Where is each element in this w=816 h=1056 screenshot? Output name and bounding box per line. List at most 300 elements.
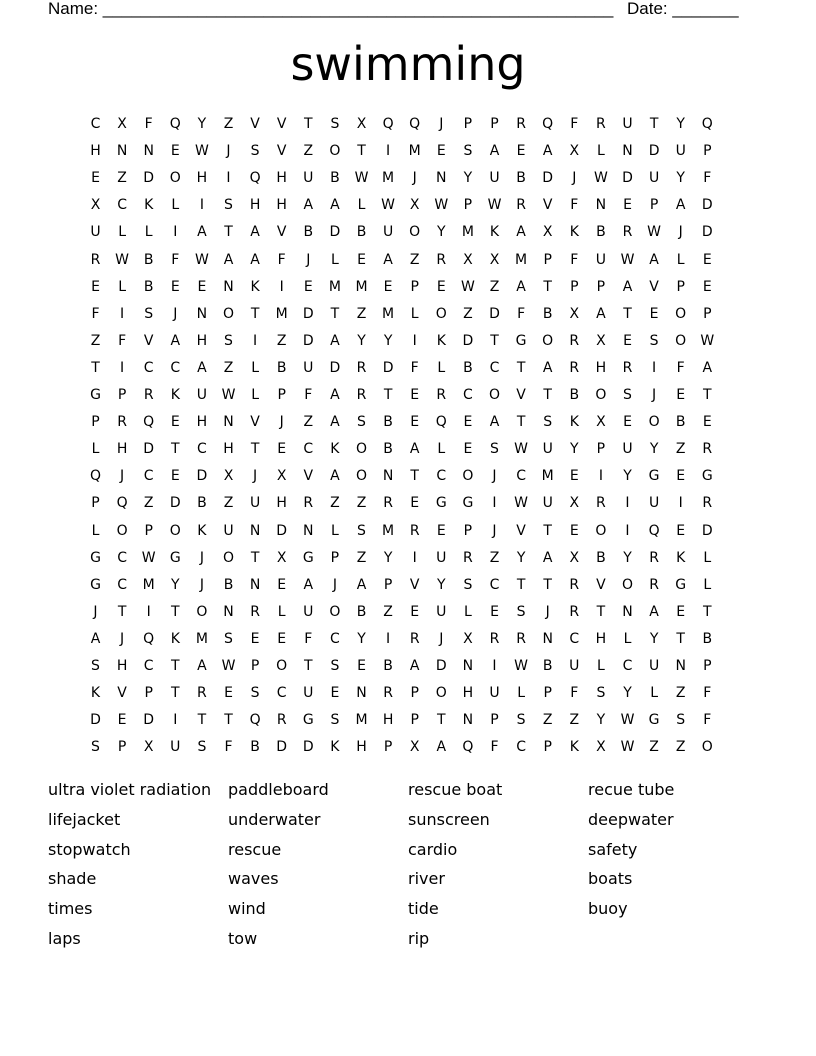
grid-letter: E — [702, 251, 712, 268]
grid-letter: B — [356, 224, 367, 241]
grid-letter: R — [409, 522, 420, 539]
grid-letter: K — [676, 549, 686, 566]
grid-letter: N — [223, 278, 234, 295]
grid-letter: D — [542, 170, 554, 187]
grid-letter: H — [116, 441, 128, 458]
grid-letter: L — [251, 359, 259, 376]
grid-letter: R — [383, 685, 393, 702]
puzzle-title: swimming — [290, 37, 526, 91]
grid-letter: L — [703, 576, 712, 593]
grid-letter: O — [276, 658, 288, 674]
grid-letter: X — [356, 116, 367, 132]
grid-letter: E — [569, 468, 579, 485]
grid-letter: S — [224, 197, 233, 214]
grid-letter: H — [249, 197, 261, 214]
date-field-label: Date: _______ — [627, 0, 739, 18]
grid-letter: D — [648, 143, 660, 160]
grid-letter: H — [196, 170, 208, 187]
grid-letter: G — [701, 468, 713, 485]
grid-letter: I — [652, 359, 657, 376]
grid-letter: J — [306, 251, 311, 268]
grid-letter: Y — [649, 630, 659, 647]
grid-letter: E — [516, 143, 526, 160]
grid-letter: Y — [463, 170, 473, 187]
grid-letter: W — [194, 143, 209, 160]
grid-letter: N — [303, 522, 314, 539]
grid-letter: P — [703, 305, 712, 322]
grid-letter: F — [676, 359, 685, 376]
grid-letter: A — [542, 143, 553, 160]
grid-letter: Z — [356, 495, 367, 512]
grid-letter: R — [197, 685, 207, 702]
grid-letter: C — [143, 359, 154, 376]
grid-letter: T — [383, 387, 393, 403]
grid-letter: O — [675, 332, 687, 349]
grid-letter: W — [620, 739, 635, 756]
grid-letter: F — [703, 170, 712, 187]
grid-letter: Z — [223, 495, 234, 512]
grid-letter: J — [652, 387, 657, 403]
grid-letter: H — [276, 170, 287, 187]
grid-letter: N — [595, 197, 607, 214]
grid-letter: T — [490, 332, 499, 349]
grid-letter: V — [250, 116, 260, 132]
grid-letter: D — [329, 359, 341, 376]
grid-letter: L — [171, 197, 180, 214]
grid-letter: I — [386, 143, 391, 160]
grid-letter: I — [412, 332, 417, 349]
grid-letter: G — [462, 495, 474, 512]
grid-letter: Z — [489, 278, 500, 295]
grid-letter: O — [488, 387, 501, 403]
grid-letter: P — [117, 387, 127, 403]
grid-letter: A — [330, 387, 340, 403]
grid-letter: S — [543, 414, 553, 431]
grid-letter: Q — [435, 414, 447, 431]
grid-letter: B — [702, 630, 713, 647]
grid-letter: S — [330, 658, 340, 674]
grid-letter: X — [409, 739, 420, 756]
grid-letter: D — [302, 332, 314, 349]
grid-letter: U — [648, 170, 660, 187]
grid-letter: M — [541, 468, 554, 485]
grid-letter: P — [91, 495, 100, 512]
grid-letter: N — [462, 712, 474, 729]
grid-letter: Q — [143, 630, 155, 647]
grid-letter: W — [354, 170, 369, 187]
grid-letter: R — [596, 116, 606, 132]
grid-letter: R — [569, 576, 580, 593]
grid-letter: Z — [675, 441, 686, 458]
grid-letter: E — [357, 251, 366, 268]
grid-letter: L — [676, 251, 685, 268]
grid-letter: U — [382, 224, 394, 241]
grid-letter: I — [253, 332, 258, 349]
grid-letter: P — [570, 278, 579, 295]
grid-letter: E — [649, 305, 659, 322]
grid-letter: Z — [356, 305, 367, 322]
grid-letter: F — [410, 359, 419, 376]
grid-letter: L — [144, 224, 153, 241]
grid-letter: A — [330, 468, 340, 485]
grid-letter: V — [516, 522, 526, 539]
grid-letter: G — [169, 549, 181, 566]
grid-letter: S — [623, 387, 632, 403]
grid-letter: X — [596, 739, 606, 756]
grid-letter: T — [357, 143, 366, 160]
grid-letter: Z — [675, 739, 686, 756]
grid-letter: P — [676, 278, 685, 295]
grid-letter: L — [437, 359, 446, 376]
grid-letter: H — [356, 739, 367, 756]
grid-letter: E — [623, 332, 632, 349]
grid-letter: D — [196, 468, 208, 485]
grid-letter: Z — [383, 603, 393, 620]
grid-letter: E — [676, 603, 686, 620]
word-list-item: paddleboard — [228, 780, 329, 799]
name-field-label: Name: ______________________________________________________ — [48, 0, 614, 18]
grid-letter: U — [542, 441, 553, 458]
grid-letter: Z — [303, 143, 314, 160]
grid-letter: V — [117, 685, 127, 702]
grid-letter: X — [223, 468, 234, 485]
grid-letter: J — [226, 143, 231, 160]
grid-letter: P — [490, 712, 499, 729]
grid-letter: Z — [303, 414, 314, 431]
grid-letter: H — [382, 712, 394, 729]
grid-letter: U — [223, 522, 234, 539]
grid-letter: R — [143, 387, 154, 403]
grid-letter: S — [596, 685, 606, 702]
grid-letter: A — [409, 658, 420, 674]
grid-letter: J — [199, 549, 204, 566]
grid-letter: X — [463, 630, 473, 647]
grid-letter: L — [91, 441, 100, 458]
grid-letter: Y — [437, 224, 446, 241]
grid-letter: N — [542, 630, 553, 647]
grid-letter: U — [622, 116, 633, 132]
grid-letter: I — [199, 197, 204, 214]
grid-letter: V — [649, 278, 659, 295]
grid-letter: X — [542, 224, 553, 241]
grid-letter: Q — [409, 116, 421, 132]
grid-letter: E — [170, 414, 180, 431]
grid-letter: C — [197, 441, 207, 458]
grid-letter: W — [620, 712, 635, 729]
grid-letter: N — [249, 576, 261, 593]
grid-letter: P — [596, 441, 606, 458]
word-list-item: shade — [48, 869, 97, 889]
grid-letter: O — [329, 143, 341, 160]
grid-letter: G — [90, 549, 101, 566]
grid-letter: X — [90, 197, 101, 214]
grid-letter: X — [463, 251, 473, 268]
grid-letter: E — [463, 441, 473, 458]
grid-letter: S — [649, 332, 659, 349]
grid-letter: A — [383, 251, 393, 268]
grid-letter: E — [623, 197, 632, 214]
grid-letter: E — [702, 278, 712, 295]
grid-letter: A — [596, 305, 606, 322]
grid-letter: O — [355, 441, 368, 458]
grid-letter: H — [196, 414, 208, 431]
grid-letter: S — [250, 685, 260, 702]
grid-letter: D — [90, 712, 101, 729]
grid-letter: I — [678, 495, 683, 512]
grid-letter: X — [276, 468, 287, 485]
grid-letter: O — [169, 170, 181, 187]
grid-letter: T — [649, 116, 659, 132]
grid-letter: U — [622, 441, 633, 458]
grid-letter: O — [409, 224, 421, 241]
grid-letter: U — [595, 251, 607, 268]
grid-letter: A — [170, 332, 181, 349]
word-list-item: wind — [228, 899, 266, 919]
grid-letter: P — [250, 658, 260, 674]
grid-letter: E — [250, 630, 260, 647]
grid-letter: N — [675, 658, 686, 674]
grid-letter: E — [330, 685, 340, 702]
grid-letter: T — [543, 522, 552, 539]
grid-letter: H — [595, 359, 607, 376]
grid-letter: C — [516, 468, 526, 485]
grid-letter: P — [463, 197, 473, 214]
grid-letter: M — [275, 305, 288, 322]
grid-letter: K — [90, 685, 101, 702]
grid-letter: E — [676, 387, 686, 403]
word-list-item: times — [48, 899, 93, 919]
grid-letter: E — [197, 278, 207, 295]
grid-letter: C — [117, 549, 127, 566]
grid-letter: V — [516, 387, 526, 403]
grid-letter: Z — [223, 116, 234, 132]
grid-letter: U — [489, 685, 500, 702]
grid-letter: K — [330, 739, 340, 756]
grid-letter: R — [276, 712, 287, 729]
grid-letter: I — [120, 359, 125, 376]
grid-letter: C — [463, 387, 473, 403]
grid-letter: B — [383, 658, 393, 674]
grid-letter: W — [514, 495, 529, 512]
grid-letter: B — [330, 170, 340, 187]
grid-letter: N — [116, 143, 128, 160]
grid-letter: H — [196, 332, 208, 349]
grid-letter: Y — [437, 576, 446, 593]
grid-letter: T — [171, 441, 180, 458]
grid-letter: E — [303, 278, 313, 295]
grid-letter: P — [463, 116, 473, 132]
grid-letter: M — [382, 170, 395, 187]
grid-letter: U — [170, 739, 181, 756]
grid-letter: S — [516, 712, 526, 729]
grid-letter: G — [648, 712, 660, 729]
grid-letter: S — [490, 441, 499, 458]
grid-letter: B — [383, 414, 393, 431]
grid-letter: F — [144, 116, 153, 132]
grid-letter: P — [543, 685, 552, 702]
grid-letter: B — [675, 414, 686, 431]
grid-letter: A — [223, 251, 234, 268]
grid-letter: W — [647, 224, 662, 241]
grid-letter: Y — [516, 549, 526, 566]
grid-letter: A — [250, 251, 260, 268]
grid-letter: C — [489, 359, 500, 376]
grid-letter: D — [276, 739, 288, 756]
grid-letter: B — [276, 359, 287, 376]
word-list-item: rescue boat — [408, 780, 503, 799]
word-list-item: cardio — [408, 839, 458, 859]
grid-letter: I — [173, 712, 178, 729]
grid-letter: F — [118, 332, 127, 349]
grid-letter: I — [173, 224, 178, 241]
grid-letter: T — [330, 305, 340, 322]
grid-letter: G — [515, 332, 527, 349]
grid-letter: R — [516, 197, 526, 214]
grid-letter: Y — [570, 441, 579, 458]
grid-letter: J — [173, 305, 178, 322]
grid-letter: A — [197, 658, 207, 674]
grid-letter: A — [702, 359, 713, 376]
grid-letter: U — [436, 549, 447, 566]
grid-letter: G — [302, 712, 314, 729]
grid-letter: T — [304, 658, 313, 674]
grid-letter: A — [675, 197, 686, 214]
word-list-item: tow — [228, 929, 258, 948]
grid-letter: R — [702, 495, 713, 512]
grid-letter: X — [143, 739, 154, 756]
grid-letter: E — [463, 414, 473, 431]
grid-letter: Q — [249, 170, 261, 187]
grid-letter: B — [356, 603, 367, 620]
grid-letter: R — [250, 603, 260, 620]
grid-letter: I — [492, 658, 497, 674]
grid-letter: Z — [569, 712, 580, 729]
grid-letter: O — [169, 522, 181, 539]
grid-letter: L — [517, 685, 525, 702]
grid-letter: S — [224, 332, 233, 349]
word-list-item: buoy — [588, 899, 628, 919]
grid-letter: T — [410, 468, 419, 485]
grid-letter: J — [253, 468, 258, 485]
grid-letter: O — [462, 468, 474, 485]
grid-letter: Q — [249, 712, 261, 729]
grid-letter: B — [143, 278, 154, 295]
grid-letter: S — [91, 658, 100, 674]
grid-letter: B — [197, 495, 207, 512]
grid-letter: E — [170, 143, 180, 160]
grid-letter: I — [625, 522, 630, 539]
grid-letter: J — [678, 224, 683, 241]
grid-letter: A — [197, 359, 207, 376]
word-list-item: laps — [48, 929, 81, 948]
grid-letter: Y — [623, 549, 632, 566]
grid-letter: T — [304, 116, 313, 132]
grid-letter: A — [197, 224, 207, 241]
word-list-item: stopwatch — [48, 839, 131, 859]
grid-letter: C — [330, 630, 340, 647]
grid-letter: P — [596, 278, 606, 295]
grid-letter: E — [410, 603, 420, 620]
grid-letter: A — [516, 278, 526, 295]
grid-letter: Y — [596, 712, 606, 729]
grid-letter: O — [116, 522, 128, 539]
grid-letter: S — [463, 576, 473, 593]
grid-letter: M — [515, 251, 528, 268]
grid-letter: Q — [701, 116, 713, 132]
grid-letter: T — [676, 630, 685, 647]
grid-letter: Z — [489, 549, 500, 566]
grid-letter: R — [463, 549, 473, 566]
grid-letter: R — [303, 495, 314, 512]
grid-letter: E — [436, 278, 446, 295]
grid-letter: A — [330, 414, 340, 431]
grid-letter: A — [356, 576, 367, 593]
grid-letter: Y — [676, 116, 685, 132]
grid-letter: N — [249, 522, 261, 539]
grid-letter: I — [492, 495, 497, 512]
grid-letter: K — [569, 414, 579, 431]
grid-letter: T — [224, 224, 233, 241]
grid-letter: E — [569, 522, 579, 539]
grid-letter: V — [276, 143, 287, 160]
grid-letter: U — [303, 685, 314, 702]
grid-letter: P — [543, 251, 552, 268]
grid-letter: E — [117, 712, 127, 729]
grid-letter: J — [545, 603, 550, 620]
grid-letter: P — [117, 739, 127, 756]
grid-letter: R — [596, 495, 606, 512]
grid-letter: V — [276, 224, 287, 241]
grid-letter: P — [144, 522, 153, 539]
grid-letter: P — [410, 278, 419, 295]
grid-letter: Y — [383, 549, 393, 566]
grid-letter: N — [143, 143, 154, 160]
grid-letter: E — [436, 522, 446, 539]
grid-letter: F — [703, 712, 712, 729]
grid-letter: S — [676, 712, 686, 729]
grid-letter: R — [436, 251, 447, 268]
word-list-item: recue tube — [588, 780, 675, 799]
grid-letter: I — [412, 549, 417, 566]
grid-letter: V — [250, 414, 260, 431]
grid-letter: M — [355, 712, 368, 729]
grid-letter: U — [303, 359, 314, 376]
grid-letter: J — [199, 576, 204, 593]
grid-letter: O — [222, 549, 235, 566]
grid-letter: Z — [356, 549, 367, 566]
grid-letter: E — [623, 414, 632, 431]
grid-letter: D — [329, 224, 341, 241]
grid-letter: P — [383, 576, 393, 593]
grid-letter: F — [703, 685, 712, 702]
grid-letter: R — [383, 495, 393, 512]
word-list-item: lifejacket — [48, 809, 121, 829]
grid-letter: E — [224, 685, 233, 702]
grid-letter: T — [171, 658, 180, 674]
grid-letter: L — [623, 630, 632, 647]
grid-letter: D — [276, 522, 288, 539]
grid-letter: B — [383, 441, 393, 458]
grid-letter: N — [196, 305, 208, 322]
grid-letter: E — [436, 143, 446, 160]
grid-letter: E — [91, 278, 100, 295]
grid-letter: E — [383, 278, 393, 295]
grid-letter: W — [620, 251, 635, 268]
grid-letter: M — [142, 576, 155, 593]
grid-letter: B — [542, 305, 553, 322]
grid-letter: D — [701, 224, 713, 241]
grid-letter: Z — [330, 495, 340, 512]
